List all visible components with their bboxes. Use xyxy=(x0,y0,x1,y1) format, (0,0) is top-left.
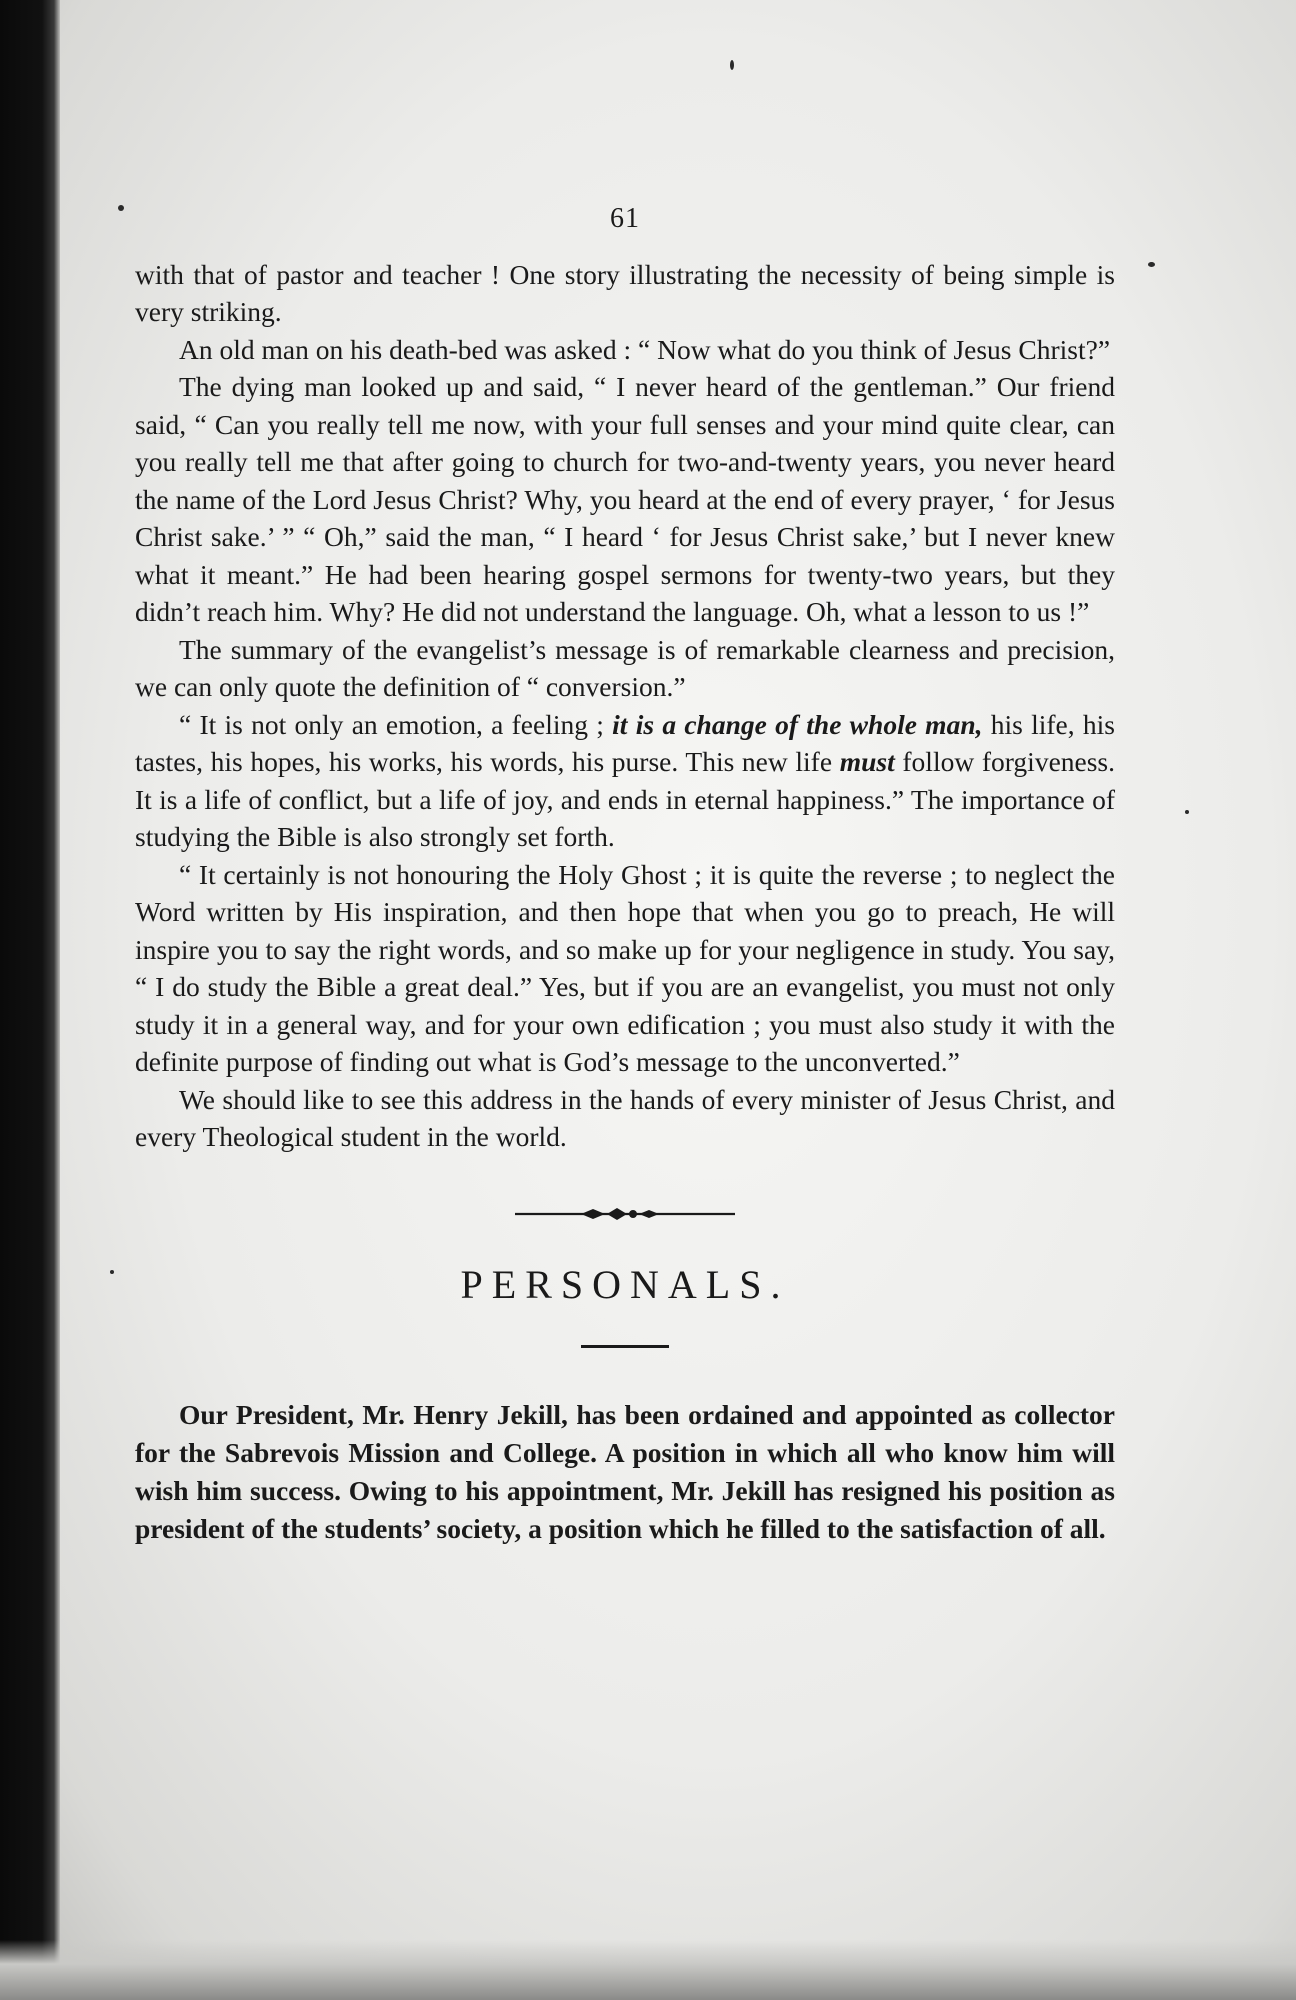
quote-emphasis: it is a change of the whole man, xyxy=(612,708,983,740)
dust-speck xyxy=(1148,262,1155,267)
paragraph: with that of pastor and teacher ! One story illustrating the necessity of being simple is very striking. xyxy=(135,258,1115,327)
paragraph: “ It certainly is not honouring the Holy Ghost ; it is quite the reverse ; to neglect the Word written by His inspiration, and then hope that when you go to preach, He will inspire you to say the right words, and so make up for your negligence in study. You say, “ I do study the Bible a great deal.” Yes, but if you are an evangelist, you must not only study it in a general way, and for your own edification ; you must also study it with the definite purpose of finding out what is God’s message to the unconverted.” xyxy=(135,858,1115,1077)
page-bottom-shadow xyxy=(0,1940,1296,2000)
paragraph: The summary of the evangelist’s message is of remarkable clearness and precision, we can only quote the definition of “ conversion.” xyxy=(135,633,1115,702)
quote-emphasis-must: must xyxy=(839,746,895,777)
quote-text: “ It is not only an emotion, a feeling ; xyxy=(179,708,613,740)
dust-speck xyxy=(1185,810,1189,814)
page-content xyxy=(135,200,1115,1548)
quote-text: his life, his tastes, his hopes, his works, his words, his purse. This new life xyxy=(135,708,1115,777)
quote-text: follow forgiveness. It is a life of conflict, but a life of joy, and ends in eternal happiness.” The importance of studying the Bible is also strongly set forth. xyxy=(135,746,1116,852)
paragraph: We should like to see this address in the hands of every minister of Jesus Christ, and every Theological student in the world. xyxy=(135,1083,1115,1152)
page-number: 61 xyxy=(610,203,640,234)
title-rule xyxy=(581,1345,669,1348)
conversion-quote xyxy=(135,706,1115,856)
section-title: PERSONALS. xyxy=(460,1261,790,1307)
film-edge xyxy=(0,0,60,2000)
dust-speck xyxy=(118,205,124,211)
ornament-divider xyxy=(515,1206,735,1222)
paragraph: An old man on his death-bed was asked : “ Now what do you think of Jesus Christ?” xyxy=(179,333,1111,365)
paragraph: The dying man looked up and said, “ I never heard of the gentleman.” Our friend said, “ Can you really tell me now, with your full senses and your mind quite clear, can you really tell me that after going to church for two-and-twenty years, you never heard the name of the Lord Jesus Christ? Why, you heard at the end of every prayer, ‘ for Jesus Christ sake.’ ” “ Oh,” said the man, “ I heard ‘ for Jesus Christ sake,’ but I never knew what it meant.” He had been hearing gospel sermons for twenty-two years, but they didn’t reach him. Why? He did not understand the language. Oh, what a lesson to us !” xyxy=(135,371,1115,627)
dust-speck xyxy=(730,60,734,70)
dust-speck xyxy=(110,1270,114,1274)
personals-paragraph: Our President, Mr. Henry Jekill, has been ordained and appointed as collector for the Sabrevois Mission and College. A position in which all who know him will wish him success. Owing to his appointment, Mr. Jekill has resigned his position as president of the students’ society, a position which he filled to the satisfaction of all. xyxy=(135,1399,1115,1544)
